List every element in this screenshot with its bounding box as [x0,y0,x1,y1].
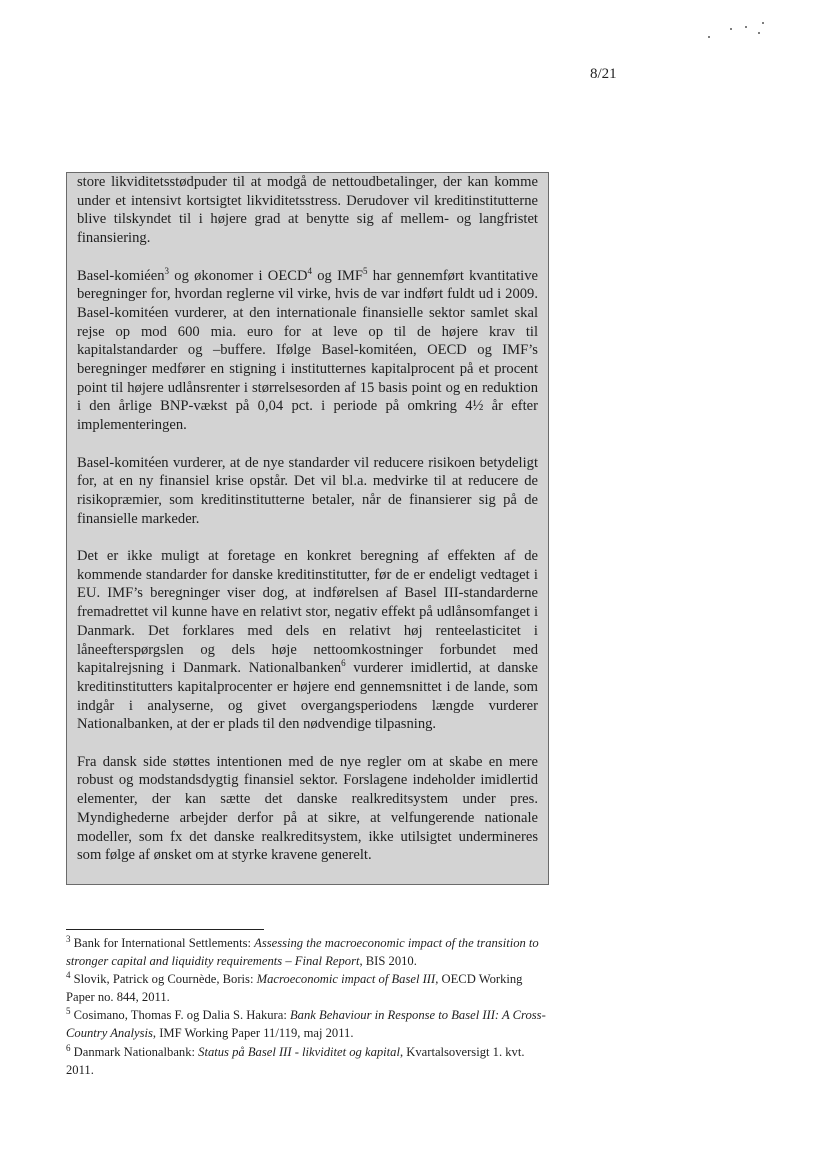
paragraph-text: Basel-komitéen vurderer, at de nye standarder vil reducere risikoen betydeligt for, at en ny finansiel krise opstår. Det vil bl.a. medvirke til at reducere de risikopræmier, som kreditinstitutterne betaler, når de finansierer sig på de finansielle markeder. [77,454,538,527]
footnote-number: 4 [66,970,71,980]
paragraph-text: Det er ikke muligt at foretage en konkret beregning af effekten af de kommende standarder for danske kreditinstitutter, før de er endeligt vedtaget i EU. IMF’s beregninger viser dog, at indførelsen af Basel III-standarderne fremadrettet vil kunne have en relativt stor, negativ effekt på udlånsomfanget i Danmark. Det forklares med dels en relativt høj renteelasticitet i låneefterspørgslen og dels høje nettoomkostninger forbundet med kapitalrejsning i Danmark. Nationalbanken [77,548,538,677]
footnote-author: Slovik, Patrick og Cournède, Boris: [70,972,257,987]
paragraph-text: og økonomer i OECD [169,267,308,284]
footnote-number: 6 [66,1042,71,1053]
paragraph-text: store likviditetsstødpuder til at modgå de nettoudbetalinger, der kan komme under et intensivt kortsigtet likviditetsstress. Derudover vil kreditinstitutterne blive tilskyndet til i højere grad at benytte sig af mellem- og langfristet finansiering. [77,174,538,247]
box-paragraph [77,173,538,248]
paragraph-text: Basel-komiéen [77,267,165,284]
footnote-source: , OECD Working Paper no. 844, 2011. [66,972,523,1005]
footnote-source: , IMF Working Paper 11/119, maj 2011. [152,1026,354,1041]
footnote-title: Assessing the macroeconomic impact of the transition to stronger capital and liquidity requirements – Final Report [66,936,539,969]
footnote-ref: 6 [341,658,346,669]
footnote [66,1006,554,1042]
footnote-ref: 5 [363,265,368,276]
footnote-separator [66,929,264,930]
paragraph-text: og IMF [312,267,364,284]
footnote-source: , Kvartalsoversigt 1. kvt. 2011. [66,1044,525,1077]
footnote-author: Cosimano, Thomas F. og Dalia S. Hakura: [70,1008,290,1023]
footnote [66,970,554,1006]
paragraph-text: Fra dansk side støttes intentionen med de nye regler om at skabe en mere robust og modstandsdygtig finansiel sektor. Forslagene indeholder imidlertid elementer, der kan sætte det danske realkreditsystem under pres. Myndighederne arbejder derfor på at sikre, at velfungerende nationale modeller, som fx det danske realkreditsystem, ikke utilsigtet undermineres som følge af ønsket om at styrke kravene generelt. [77,753,538,864]
footnote-number: 5 [66,1006,71,1017]
footnote-ref: 4 [307,265,313,276]
footnote-source: , BIS 2010. [359,954,417,969]
box-paragraph [77,454,538,529]
footnotes [66,934,554,1079]
footnote [66,934,554,970]
footnote-title: Macroeconomic impact of Basel III [256,972,436,987]
footnote-ref: 3 [164,265,170,276]
footnote-author: Danmark Nationalbank: [70,1044,199,1059]
box-paragraph [77,753,538,865]
paragraph-text: vurderer imidlertid, at danske kreditinstitutters kapitalprocenter er højere end gennemsnittet i de lande, som indgår i analyserne, og givet overgangsperiodens længde vurderer Nationalbanken, at der er plads til den nødvendige tilpasning. [77,660,539,733]
footnote-title: Status på Basel III - likviditet og kapital [198,1044,400,1059]
footnote-title: Bank Behaviour in Response to Basel III: A Cross-Country Analysis [66,1008,546,1041]
paragraph-text: har gennemført kvantitative beregninger for, hvordan reglerne vil virke, hvis de var indført fuldt ud i 2009. Basel-komitéen vurderer, at den internationale finansielle sektor samlet skal rejse op mod 600 mia. euro for at leve op til de højere krav til kapitalstandarder og –buffere. Ifølge Basel-komitéen, OECD og IMF’s beregninger medfører en stigning i institutternes kapitalprocent på et procent point til højere udlånsrenter i størrelsesorden af 15 basis point og en reduktion i den årlige BNP-vækst på 0,04 pct. i periode på omkring 4½ år efter implementeringen. [77,267,538,434]
footnote-author: Bank for International Settlements: [70,936,255,950]
scan-specks [700,22,780,42]
box-paragraph [77,267,538,435]
footnote [66,1043,554,1079]
page-number: 8/21 [590,66,617,82]
footnote-number: 3 [66,933,71,944]
box-paragraph [77,547,538,734]
shaded-text-box [66,172,549,885]
